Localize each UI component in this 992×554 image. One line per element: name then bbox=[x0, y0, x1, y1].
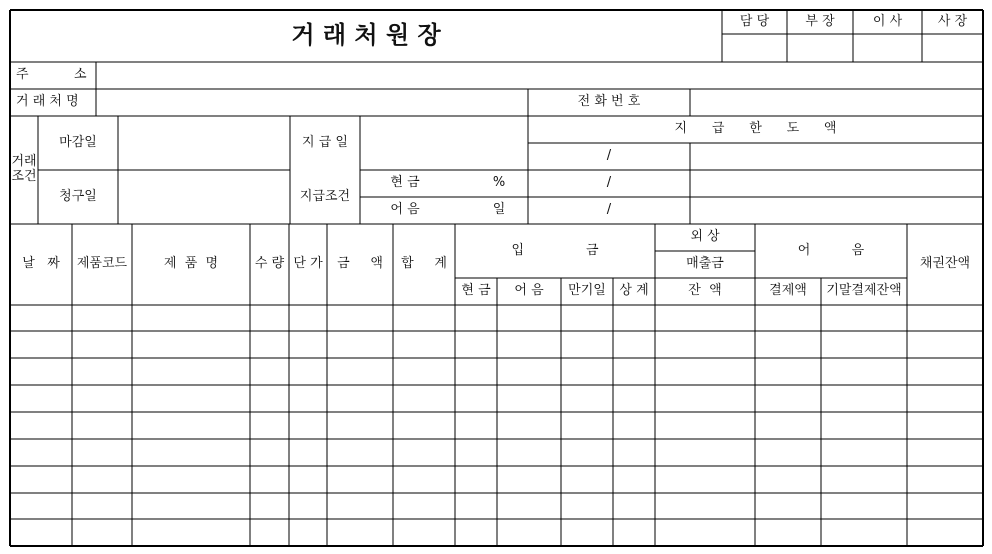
date-slash-2: / bbox=[606, 175, 612, 191]
header-settled-amount: 결제액 bbox=[769, 283, 807, 299]
header-product-code: 제품코드 bbox=[76, 256, 128, 272]
header-date: 날 짜 bbox=[22, 256, 60, 272]
header-balance: 잔 액 bbox=[688, 283, 722, 299]
header-receipt-cash: 현 금 bbox=[461, 283, 491, 299]
header-receipt-note: 어 음 bbox=[514, 283, 544, 299]
credit-limit-label: 지 급 한 도 액 bbox=[674, 121, 837, 137]
billing-day-label: 청구일 bbox=[59, 188, 97, 204]
address-label: 주 소 bbox=[16, 67, 87, 83]
approval-manager-label: 담 당 bbox=[739, 13, 770, 29]
payment-terms-label: 지급조건 bbox=[299, 188, 351, 204]
header-unit-price: 단 가 bbox=[293, 256, 323, 272]
cash-percent-label: % bbox=[492, 175, 506, 191]
date-slash-1: / bbox=[606, 148, 612, 164]
phone-label: 전 화 번 호 bbox=[577, 94, 641, 110]
approval-director-label: 부 장 bbox=[805, 13, 835, 29]
header-notes: 어 음 bbox=[797, 242, 865, 258]
payment-day-label: 지 급 일 bbox=[302, 134, 348, 150]
note-day-label: 일 bbox=[492, 202, 506, 218]
header-quantity: 수 량 bbox=[254, 256, 285, 272]
header-receipt: 입 금 bbox=[511, 242, 599, 258]
trade-conditions-label: 거래 조건 bbox=[11, 154, 37, 184]
client-name-label: 거 래 처 명 bbox=[16, 94, 79, 110]
approval-president-label: 사 장 bbox=[937, 13, 968, 29]
header-offset: 상 계 bbox=[619, 283, 649, 299]
note-label: 어 음 bbox=[390, 202, 420, 218]
header-due-day: 만기일 bbox=[568, 283, 606, 299]
header-receivable: 외 상 bbox=[690, 229, 720, 245]
header-product-name: 제 품 명 bbox=[163, 256, 219, 272]
closing-day-label: 마감일 bbox=[59, 134, 97, 150]
page-title: 거 래 처 원 장 bbox=[291, 21, 441, 50]
cash-label: 현 금 bbox=[390, 175, 420, 191]
header-amount: 금 액 bbox=[337, 256, 383, 272]
header-sales: 매출금 bbox=[686, 256, 724, 272]
approval-executive-label: 이 사 bbox=[872, 13, 903, 29]
header-unsettled-balance: 기말결제잔액 bbox=[826, 283, 902, 299]
header-total: 합 계 bbox=[401, 256, 447, 272]
header-claims-balance: 채권잔액 bbox=[919, 256, 971, 272]
date-slash-3: / bbox=[606, 202, 612, 218]
